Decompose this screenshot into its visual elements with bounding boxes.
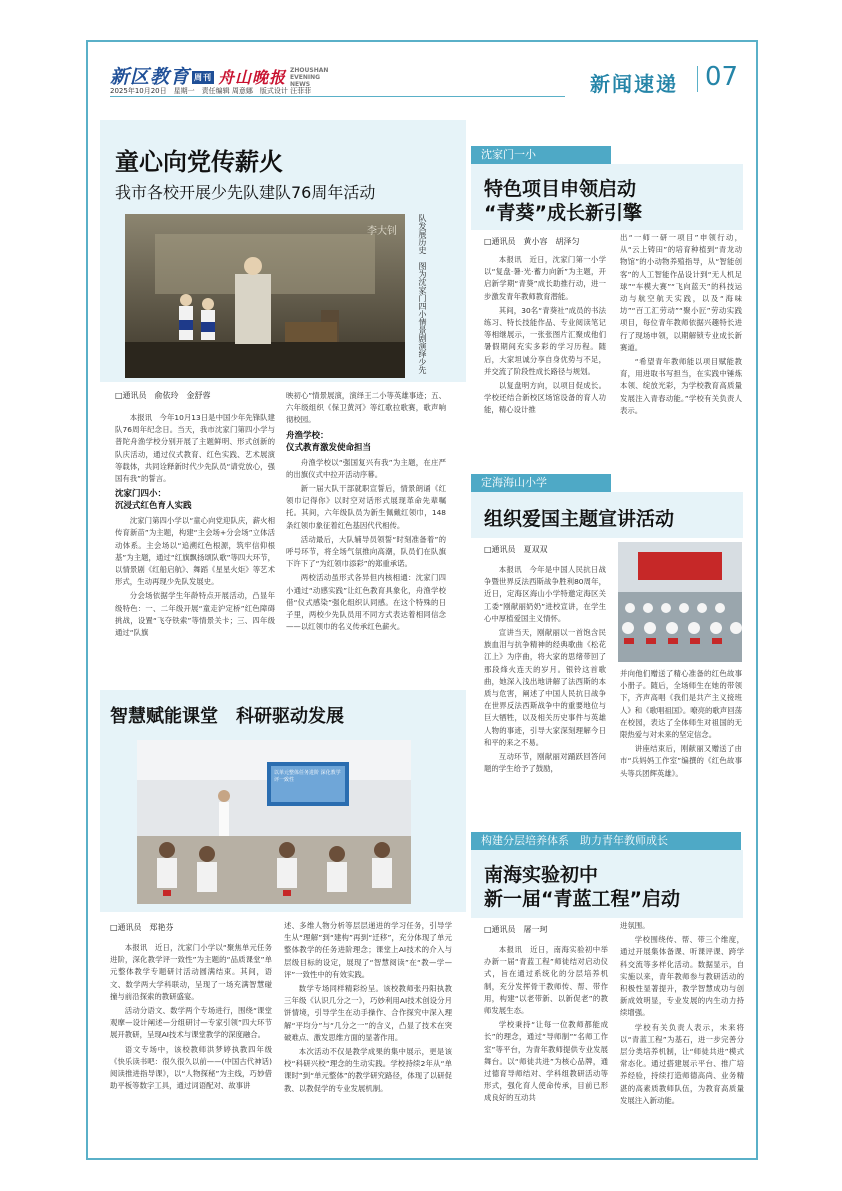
article5-byline: □通讯员 屠一珂 (484, 925, 548, 934)
dateline: 2025年10月20日 星期一 责任编辑 周意娜 版式设计 汪菲菲 (110, 87, 312, 95)
section-title: 新闻速递 (590, 72, 678, 96)
article1-para: 活动最后，大队辅导员领誓“时刻准备着”的呼号环节，将全场气氛推向高潮，队员们在队旗下许下了“为红领巾添彩”的郑重承诺。 (286, 534, 446, 569)
article4-byline: □通讯员 郑艳芬 (110, 923, 174, 932)
masthead-title: 新区教育 (110, 66, 191, 88)
article5-para: 本报讯 近日，南海实验初中举办新一届“青蓝工程”师徒结对启动仪式，旨在通过系统化的分层培养机制，充分发挥骨干教师传、帮、带作用，构建“以老带新、以新促老”的教师发展生态。 (484, 945, 608, 1016)
article5-title-line1: 南海实验初中 (484, 864, 599, 886)
article4-para: 数学专场同样精彩纷呈。该校教师张丹阳执教三年级《认识几分之一》，巧妙利用AI技术创设分月饼情境，引导学生在动手操作、合作探究中深入理解“平均分”与“几分之一”的含义，凸显了技术在突破难点、激发思维方面的显著作用。 (284, 984, 452, 1042)
article3-para: 并向他们赠送了精心准备的红色故事小册子。随后，全场师生在她的带领下，齐声高唱《我们是共产主义接班人》和《歌唱祖国》。嘹亮的歌声回荡在校园，表达了全体师生对祖国的无限热爱与对未来的坚定信念。 (620, 669, 742, 740)
article2-para: 本报讯 近日，沈家门第一小学以“复盘·暑·光·蓄力向新”为主题，开启新学期“青葵”成长助推行动，进一步激发青年教师教育潜能。 (484, 255, 606, 301)
article2-column-1 (484, 254, 606, 419)
article5-section-band: 构建分层培养体系 助力青年教师成长 (471, 832, 741, 850)
article4-para: 本报讯 近日，沈家门小学以“聚焦单元任务进阶，深化教学评一致性”为主题的“品质课堂”单元整体教学专题研讨活动圆满结束。其间，语文、数学两大学科联动，呈现了一场充满智慧碰撞与前沿探索的教研盛宴。 (110, 943, 272, 1001)
article2-para: 出“一师一研一项目”申领行动，从“云上铸田”的培育种植到“青龙动物馆”的小动物养殖指导，从“智能创客”的人工智能作品设计到“无人机足球”“车模大赛”“飞向蓝天”的科技运动与航空航天实践，以及“海味坊”“百工汇劳动”“聚小匠”劳动实践项目，每位青年教师依据兴趣特长进行了现场申领，以期解锁专业成长新赛道。 (620, 233, 742, 352)
article2-title-line2: “青葵”成长新引擎 (484, 202, 642, 224)
article1-byline: □通讯员 俞依玲 金舒蓉 (115, 391, 211, 400)
article1-para: 本报讯 今年10月13日是中国少年先锋队建队76周年纪念日。当天，我市沈家门第四小学与普陀舟渔学校分别开展了主题鲜明、形式创新的队庆活动，通过仪式教育、红色实践、艺术展演等载体，共同诠释新时代少先队员“请党放心，强国有我”的誓言。 (115, 413, 275, 484)
article3-section-band: 定海海山小学 (471, 474, 611, 492)
article1-column-1 (115, 412, 275, 641)
masthead-tag: 周刊 (194, 73, 213, 82)
article3-byline: □通讯员 夏双双 (484, 545, 548, 554)
masthead-brand-en: ZHOUSHAN EVENING NEWS (290, 67, 329, 88)
article1-subtitle: 我市各校开展少先队建队76周年活动 (115, 183, 376, 202)
article2-section-band: 沈家门一小 (471, 146, 611, 164)
article3-title: 组织爱国主题宣讲活动 (484, 508, 675, 530)
article3-para: 本报讯 今年是中国人民抗日战争暨世界反法西斯战争胜利80周年，近日，定海区海山小学特邀定海区关工委“刚献丽奶奶”进校宣讲，在学生心中厚植爱国主义情怀。 (484, 565, 606, 623)
article2-para: 以复盘明方向，以项目促成长。学校还结合新校区场馆设备的育人功能，精心设计推 (484, 381, 606, 415)
article3-column-2 (620, 668, 742, 782)
article5-column-2 (620, 920, 744, 1109)
article3-column-1 (484, 564, 606, 777)
article1-para: 分会场依据学生年龄特点开展活动，凸显年级特色：一、二年级开展“童走沪定桥”红色障碍挑战，设置“飞夺铁索”等情景关卡；三、四年级通过“队旗 (115, 591, 275, 638)
lecture-hall-image (618, 542, 742, 662)
article1-photo (125, 214, 405, 378)
article4-column-2 (284, 920, 452, 1097)
masthead-logo (110, 62, 330, 89)
article3-para: 互动环节，刚献丽对踊跃回答问题的学生给予了鼓励， (484, 752, 606, 774)
article1-photo-caption: 队发展历史 图为沈家门四小情景剧演绎少先 (418, 214, 427, 374)
article5-para: 学校有关负责人表示，未来将以“青蓝工程”为基石，进一步完善分层分类培养机制，让“师徒共进”模式常态化。通过搭建展示平台、推广培养经验，持续打造师德高尚、业务精湛的高素质教师队伍，为教育高质量发展注入新动能。 (620, 1022, 744, 1105)
article4-para: 述、多维人物分析等层层递进的学习任务，引导学生从“理解”到“建构”再到“迁移”，充分体现了单元整体教学的任务进阶理念；课堂上AI技术的介入与层级目标的设定，展现了“智慧阅读”在“教—学—评”一致性中的有效实践。 (284, 921, 452, 979)
screen-text: 以单元整体任务进阶 深化教学评一致性 (274, 770, 341, 783)
article1-para: 舟渔学校以“强国复兴有我”为主题，在庄严的出旗仪式中拉开活动序幕。 (286, 457, 446, 479)
article2-para: “希望青年教师能以项目赋能教育，用进取书写担当，在实践中锤炼本领、绽放光彩，为学校教育高质量发展注入青春动能。”学校有关负责人表示。 (620, 357, 742, 415)
header-separator (697, 66, 698, 92)
article1-subhead: 舟渔学校： (286, 430, 329, 441)
article4-para: 活动分语文、数学两个专场进行，围绕“课堂观摩—设计阐述—分组研讨—专家引领”四大环节展开教研，呈现AI技术与课堂教学的深度融合。 (110, 1006, 272, 1040)
article1-subhead: 仪式教育激发使命担当 (286, 442, 372, 453)
article1-subhead: 沈家门四小： (115, 489, 167, 500)
article1-para: 新一届大队干部就职宣誓后，情景朗诵《红领巾记得你》以时空对话形式展现革命先辈嘱托。其间，六年级队员为新生佩戴红领巾，148条红领巾象征着红色基因代代相传。 (286, 484, 446, 530)
header-rule (110, 96, 565, 97)
article5-column-1 (484, 944, 608, 1107)
masthead-brand: 舟山晚报 (218, 68, 287, 87)
article4-para: 本次活动不仅是教学成果的集中展示，更是该校“科研兴校”理念的生动实践。学校持续2年从“单课时”到“单元整体”的教学研究路径，体现了以研促教、以教促学的专业发展机制。 (284, 1047, 452, 1093)
article2-column-2 (620, 232, 742, 419)
article3-photo (618, 542, 742, 662)
article1-title: 童心向党传薪火 (115, 148, 283, 176)
classroom-image (137, 740, 411, 904)
article5-para: 学校围绕传、帮、带三个维度，通过开展集体备课、听课评课、跨学科交流等多样化活动。数据显示，自实施以来，青年教师参与教研活动的积极性显著提升，教学智慧成功与创新成效明显，专业发展的内生动力持续增强。 (620, 935, 744, 1018)
article4-title: 智慧赋能课堂 科研驱动发展 (110, 706, 344, 727)
article1-para: 沈家门第四小学以“童心向党迎队庆，薪火相传育新苗”为主题，构建“主会场+分会场”立体活动体系。主会场以“追溯红色根源，筑牢信仰根基”为主题，通过“红旗飘扬颂队歌”等四大环节，以情景剧《红船启航》、舞蹈《星星火炬》等艺术形式，生动再现少先队发展史。 (115, 516, 275, 587)
article1-subhead: 沉浸式红色育人实践 (115, 501, 192, 512)
page-number: 07 (705, 62, 739, 92)
article1-para: 两校活动虽形式各异但内核相通：沈家门四小通过“动感实践”让红色教育具象化，舟渔学校借“仪式感染”强化组织认同感。在这个特殊的日子里，两校少先队员用不同方式表达着相同信念——以红领巾的名义传承红色薪火。 (286, 573, 446, 632)
article2-title-line1: 特色项目申领启动 (484, 178, 637, 200)
article4-column-1 (110, 942, 272, 1094)
article5-para: 学校秉持“让每一位教师都能成长”的理念，通过“导师制”“名师工作室”等平台，为青年教师提供专业发展舞台。以“师徒共进”为核心品牌，通过德育导师结对、学科组教研活动等形式，强化育人使命传承，目前已形成良好的互动共 (484, 1020, 608, 1103)
stage-scene-image (125, 214, 405, 378)
article5-title-line2: 新一届“青蓝工程”启动 (484, 888, 680, 910)
photo-sign-text: 李大钊 (367, 226, 397, 237)
article2-para: 其间，30名“青葵社”成员的书法练习、特长技能作品、专业阅读笔记等相继展示，一张张图片汇聚成他们暑假期间充实多彩的学习历程。随后，大家坦诚分享自身优势与不足，并交流了阶段性成长路径与规划。 (484, 305, 606, 376)
article4-photo (137, 740, 411, 904)
article4-para: 语文专场中，该校教师洪梦婷执教四年级《快乐读书吧：很久很久以前——(中国古代神话)阅读推进指导课》，以“人物探秘”为主线，巧妙借助平板等数字工具，通过词语配对、故事讲 (110, 1044, 272, 1091)
article2-byline: □通讯员 黄小容 胡泽匀 (484, 237, 580, 246)
article1-column-2 (286, 390, 446, 635)
article3-para: 宣讲当天，刚献丽以一首饱含民族血泪与抗争精神的经典歌曲《松花江上》为序曲，将大家的思绪带回了那段烽火连天的岁月。银铃这首歌曲，她深入浅出地讲解了法西斯的本质与危害，阐述了中国人民抗日战争在世界反法西斯战争中的重要地位与巨大牺牲，以及相关历史事件与英雄人物的事迹，引导大家深刻理解今日和平的来之不易。 (484, 628, 606, 747)
article1-para: 映初心”情景展演，演绎王二小等英雄事迹；五、六年级组织《保卫黄河》等红歌拉歌赛，歌声响彻校园。 (286, 391, 446, 425)
article3-para: 讲座结束后，刚献丽又赠送了由市“兵妈妈工作室”编撰的《红色故事头等兵团辉英雄》。 (620, 744, 742, 778)
article5-para: 进氛围。 (620, 921, 650, 930)
